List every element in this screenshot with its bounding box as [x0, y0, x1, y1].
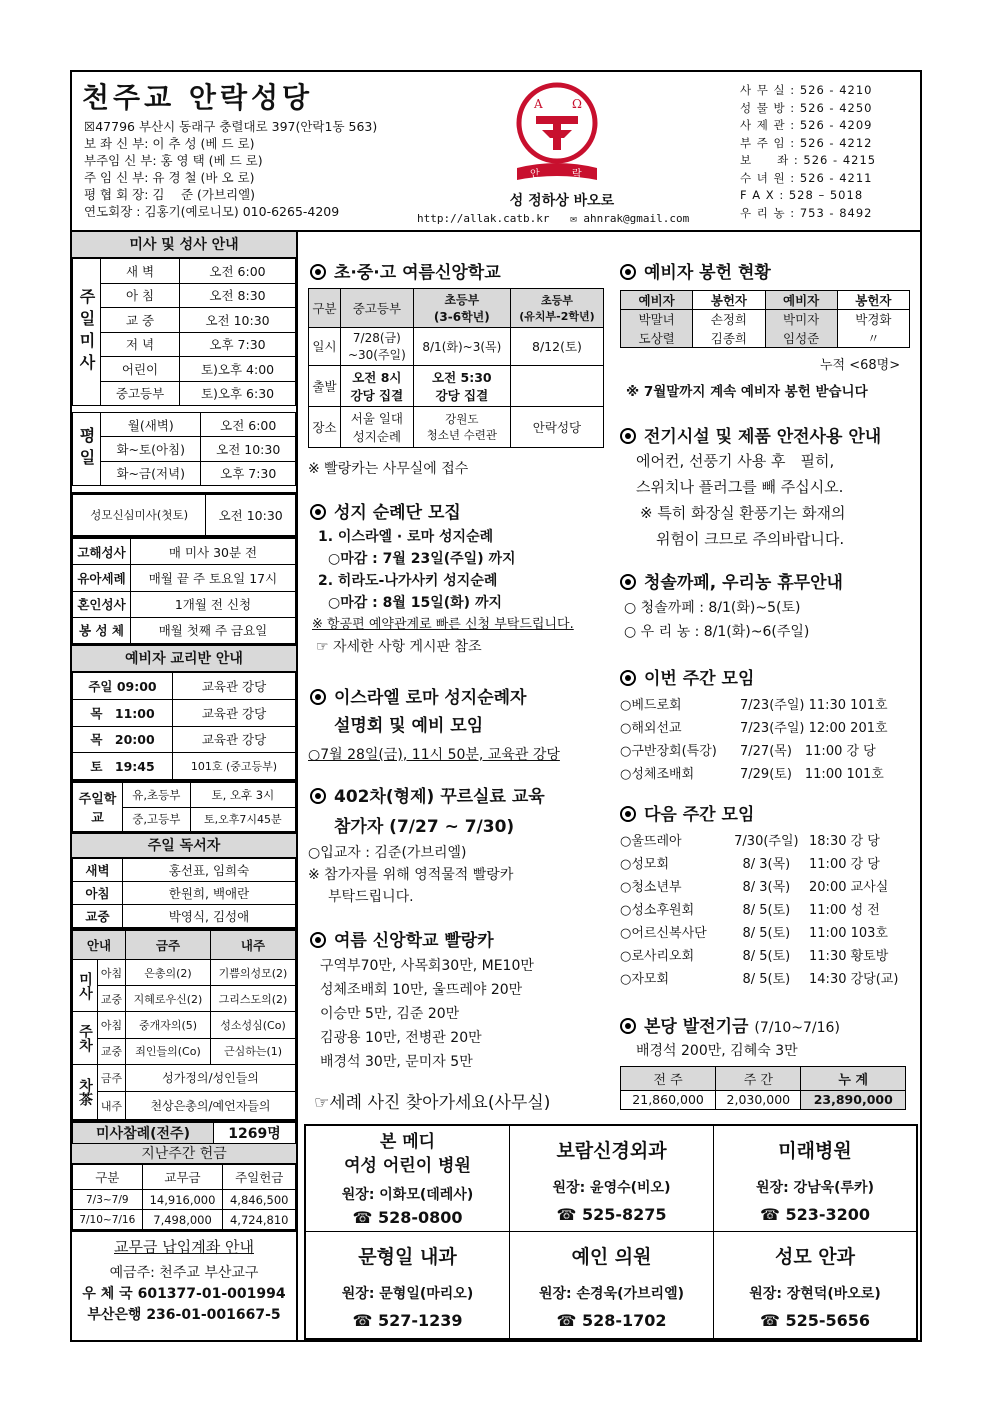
this-week-meetings — [620, 694, 888, 786]
guide-head: 안내 — [73, 931, 126, 960]
guide-next-week: 근심하는(1) — [211, 1038, 296, 1064]
fund-head: 전 주 — [621, 1067, 716, 1091]
table-head: 봉헌자 — [693, 291, 765, 310]
contact-line: 사 무 실 : 526 - 4210 — [740, 83, 873, 97]
cell: 8/12(토) — [510, 327, 603, 366]
mary-mass-name: 성모신심미사(첫토) — [73, 495, 206, 536]
cell: 7/28(금) ~30(주일) — [341, 327, 414, 366]
sunday-readers — [72, 834, 296, 930]
ad-card — [306, 1126, 510, 1232]
ad-phone: ☎ 525-8275 — [556, 1205, 667, 1224]
svg-text:안: 안 — [530, 169, 540, 180]
mass-time: 오전 10:30 — [180, 308, 296, 333]
section-pilgrimage: 성지 순례단 모집 — [310, 498, 461, 523]
attendance-collection — [72, 1122, 296, 1232]
reader-mass: 교중 — [73, 905, 123, 928]
guide-mass: 교중 — [98, 1038, 126, 1064]
section-electric-safety: 전기시설 및 제품 안전사용 안내 — [620, 422, 881, 447]
contact-line: 보 좌 : 526 - 4215 — [740, 153, 877, 167]
bullet-icon — [620, 428, 636, 444]
section-development-fund: 본당 발전기금 (7/10~7/16) — [620, 1012, 840, 1037]
table-head: 구분 — [309, 289, 341, 328]
reader-names: 한원희, 백애란 — [123, 882, 296, 905]
left-column — [72, 232, 298, 1342]
meeting-group: ○성모회 — [620, 857, 670, 872]
meeting-date: 8/ 5(토) — [742, 903, 791, 918]
cell: 서울 일대 성지순례 — [341, 407, 414, 448]
bullet-icon — [310, 932, 326, 948]
mass-name: 중고등부 — [101, 381, 180, 406]
cell: 임성준 — [765, 329, 837, 348]
account-line: 예금주: 천주교 부산교구 — [109, 1265, 259, 1281]
table-head: 중고등부 — [341, 289, 414, 328]
palanca-line: 배경석 30만, 문미자 5만 — [320, 1054, 473, 1070]
cell: 손정희 — [693, 310, 765, 329]
safety-line: 위험이 크므로 주의바랍니다. — [656, 530, 845, 548]
table-head: 초등부 (3-6학년) — [413, 289, 510, 328]
cell: 박말녀 — [621, 310, 693, 329]
mass-time: 오전 10:30 — [201, 437, 296, 461]
catechumen-class — [72, 646, 296, 782]
meeting-group: ○베드로회 — [620, 698, 682, 713]
collection-tithe: 7,498,000 — [142, 1210, 223, 1230]
meeting-time: 14:30 강당(교) — [809, 972, 899, 987]
ad-name: 문형일 내과 — [358, 1246, 457, 1268]
cell: 오전 8시 강당 집결 — [341, 366, 414, 407]
sacrament-info: 매월 첫째 주 금요일 — [131, 617, 296, 643]
advertisements — [304, 1124, 918, 1340]
section-this-week-meetings: 이번 주간 모임 — [620, 664, 754, 689]
guide-this-week: 은총의(2) — [126, 960, 211, 986]
meeting-time: 7/29(토) 11:00 101호 — [740, 767, 884, 782]
collection-sunday: 4,724,810 — [223, 1210, 296, 1230]
sacrament-info: 1개월 전 신청 — [131, 591, 296, 617]
mass-time: 오전 6:00 — [180, 259, 296, 284]
contact-line: 수 녀 원 : 526 - 4211 — [740, 170, 873, 185]
header — [72, 72, 920, 232]
school-group: 유,초등부 — [123, 783, 191, 808]
mass-time: 토)오후 6:30 — [180, 381, 296, 406]
ad-name: 보람신경외과 — [556, 1140, 667, 1162]
reader-mass: 아침 — [73, 882, 123, 905]
meeting-group: ○울뜨레아 — [620, 834, 682, 849]
baptism-photo-notice: ☞세례 사진 찾아가세요(사무실) — [314, 1093, 551, 1113]
ad-card — [510, 1126, 714, 1232]
address: ☒47796 부산시 동래구 충렬대로 397(안락1동 563) — [84, 119, 378, 134]
ad-card — [714, 1126, 916, 1232]
mass-time: 오전 6:00 — [201, 413, 296, 437]
ad-phone: ☎ 523-3200 — [759, 1205, 871, 1224]
ad-doctor: 원장: 강남욱(루카) — [756, 1180, 874, 1196]
guide-this-week: 죄인들의(Co) — [126, 1038, 211, 1064]
middle-column — [300, 232, 610, 1122]
meeting-date: 8/ 5(토) — [742, 949, 791, 964]
cell: 박미자 — [765, 310, 837, 329]
staff-line: 부주임 신 부: 홍 영 택 (베 드 로) — [84, 153, 263, 168]
fund-total: 23,890,000 — [801, 1090, 906, 1109]
ad-doctor: 원장: 문형일(마리오) — [341, 1286, 474, 1302]
school-time: 토,오후7시45분 — [190, 807, 295, 832]
bullet-icon — [620, 806, 636, 822]
ad-name: 예인 의원 — [571, 1246, 652, 1268]
weekday-mass-table — [72, 412, 296, 486]
bullet-icon — [310, 788, 326, 804]
guide-next-week: 기쁨의성모(2) — [211, 960, 296, 986]
section-next-week-meetings: 다음 주간 모임 — [620, 800, 754, 825]
meeting-group: ○로사리오회 — [620, 949, 695, 964]
cell: 강원도 청소년 수련관 — [413, 407, 510, 448]
meeting-date: 8/ 5(토) — [742, 926, 791, 941]
pilgrimage-line: ○마감 : 8월 15일(화) 까지 — [328, 595, 502, 611]
cursillo-line: 부탁드립니다. — [328, 889, 414, 905]
attendance-label: 미사참례(전주) — [73, 1123, 214, 1144]
mass-name: 아 침 — [101, 283, 180, 308]
ad-name: 본 메디 여성 어린이 병원 — [344, 1132, 471, 1176]
pilgrimage-line: 2. 히라도-나가사키 성지순례 — [318, 573, 498, 589]
sunday-mass-table — [72, 258, 296, 406]
meeting-date: 7/30(주일) — [734, 834, 799, 849]
meeting-date: 8/ 3(목) — [742, 857, 791, 872]
reader-mass: 새벽 — [73, 859, 123, 882]
offering-table — [620, 290, 910, 348]
meeting-group: ○성소후원회 — [620, 903, 695, 918]
sacraments — [72, 538, 296, 646]
readers-title: 주일 독서자 — [72, 834, 296, 858]
fund-week: 2,030,000 — [716, 1090, 801, 1109]
ad-doctor: 원장: 손경욱(가브리엘) — [539, 1286, 684, 1302]
sacrament-name: 봉 성 체 — [73, 617, 131, 643]
guide-tea-label: 차茶 — [73, 1064, 98, 1119]
ad-doctor: 원장: 이화모(데레사) — [341, 1187, 474, 1203]
meeting-date: 8/ 5(토) — [742, 972, 791, 987]
bullet-icon — [310, 264, 326, 280]
contact-line: 성 물 방 : 526 - 4250 — [740, 100, 873, 115]
meeting-group: ○어르신복사단 — [620, 926, 707, 941]
row-label: 일시 — [309, 327, 341, 366]
mass-name: 새 벽 — [101, 259, 180, 284]
ad-doctor: 원장: 장현덕(바오로) — [749, 1286, 881, 1302]
cursillo-details — [308, 842, 513, 908]
collection-tithe: 14,916,000 — [142, 1190, 223, 1210]
bullet-icon — [620, 264, 636, 280]
guide-next-week: 성소성심(Co) — [211, 1012, 296, 1038]
section-closure-notice: 청솔까페, 우리농 휴무안내 — [620, 568, 843, 593]
class-time: 목 11:00 — [73, 699, 173, 726]
ad-doctor: 원장: 윤영수(비오) — [552, 1180, 671, 1196]
ad-card — [714, 1232, 916, 1338]
meeting-group: ○자모회 — [620, 972, 670, 987]
closure-line: ○ 우 리 농 : 8/1(화)~6(주일) — [624, 624, 810, 640]
sunday-school-label: 주일학교 — [73, 783, 123, 832]
ad-name: 성모 안과 — [774, 1246, 856, 1268]
meeting-time: 11:00 강 당 — [809, 857, 880, 872]
mass-name: 저 녁 — [101, 332, 180, 357]
electric-safety-text — [636, 448, 846, 552]
pilgrimage-line: ☞ 자세한 사항 게시판 참조 — [316, 639, 482, 655]
contact-line: 사 제 관 : 526 - 4209 — [740, 118, 873, 132]
reader-names: 홍선표, 임희숙 — [123, 859, 296, 882]
row-label: 장소 — [309, 407, 341, 448]
cell — [510, 366, 603, 407]
contact-line: 부 주 임 : 526 - 4212 — [740, 135, 873, 150]
palanca-line: 김광용 10만, 전병관 20만 — [320, 1030, 482, 1046]
parish-title: 천주교 안락성당 — [82, 81, 314, 114]
mass-schedule-title: 미사 및 성사 안내 — [72, 232, 296, 258]
cell: 〃 — [837, 329, 909, 348]
mary-mass — [72, 494, 296, 538]
table-head: 예비자 — [765, 291, 837, 310]
meeting-time: 18:30 강 당 — [809, 834, 880, 849]
meeting-time: 7/23(주일) 11:30 101호 — [740, 698, 888, 713]
collection-period: 7/10~7/16 — [73, 1210, 143, 1230]
ad-name: 미래병원 — [778, 1140, 852, 1162]
email-link[interactable]: ✉ ahnrak@gmail.com — [570, 212, 690, 225]
closure-notice-text — [624, 596, 809, 644]
sunday-label: 주일미사 — [73, 259, 101, 406]
pilgrimage-details — [312, 526, 574, 658]
palanca-line: 성체조배회 10만, 울뜨레야 20만 — [320, 982, 523, 998]
svg-text:Ω: Ω — [572, 97, 582, 111]
meeting-group: ○성체조배회 — [620, 767, 695, 782]
svg-text:A: A — [534, 97, 543, 111]
section-israel-meeting: 이스라엘 로마 성지순례자 설명회 및 예비 모임 — [310, 684, 526, 740]
mass-name: 월(새벽) — [101, 413, 201, 437]
offering-total: 누적 <68명> — [820, 358, 901, 373]
ad-card — [510, 1232, 714, 1338]
safety-line: 에어컨, 선풍기 사용 후 필히, — [636, 452, 835, 470]
ad-phone: ☎ 527-1239 — [352, 1311, 463, 1330]
mass-time: 토)오후 4:00 — [180, 357, 296, 382]
cell: 오전 5:30 강당 집결 — [413, 366, 510, 407]
guide-next-week: 그리스도의(2) — [211, 986, 296, 1012]
class-time: 목 20:00 — [73, 726, 173, 753]
staff-line: 연도회장 : 김홍기(예로니모) 010-6265-4209 — [84, 204, 340, 219]
meeting-time: 7/23(주일) 12:00 201호 — [740, 721, 888, 736]
table-head: 초등부 (유치부-2학년) — [510, 289, 603, 328]
ad-phone: ☎ 528-1702 — [556, 1311, 667, 1330]
tea-group: 천상은총의/예언자들의 — [126, 1092, 296, 1120]
mass-time: 오후 7:30 — [180, 332, 296, 357]
class-place: 교육관 강당 — [173, 726, 296, 753]
guide-this-week: 지혜로우신(2) — [126, 986, 211, 1012]
class-place: 101호 (중고등부) — [173, 753, 296, 780]
section-catechumen-offering: 예비자 봉헌 현황 — [620, 258, 771, 283]
cursillo-line: ○입교자 : 김준(가브리엘) — [308, 845, 467, 861]
pilgrimage-line: ※ 항공편 예약관계로 빠른 신청 부탁드립니다. — [312, 617, 574, 632]
parish-logo — [512, 78, 602, 186]
offering-note: ※ 7월말까지 계속 예비자 봉헌 받습니다 — [626, 384, 868, 400]
guide-head: 금주 — [126, 931, 211, 960]
sacrament-name: 혼인성사 — [73, 591, 131, 617]
meeting-time: 20:00 교사실 — [809, 880, 889, 895]
bullet-icon — [620, 670, 636, 686]
collection-title: 지난주간 헌금 — [72, 1144, 296, 1164]
staff-line: 평 협 회 장: 김 준 (가브리엘) — [84, 187, 256, 202]
tea-group: 성가정의/성인들의 — [126, 1064, 296, 1092]
guide-week: 금주 — [98, 1064, 126, 1092]
sacrament-name: 유아세례 — [73, 565, 131, 591]
ad-phone: ☎ 525-5656 — [759, 1311, 871, 1330]
cell: 김종희 — [693, 329, 765, 348]
web-info — [417, 212, 689, 225]
class-place: 교육관 강당 — [173, 699, 296, 726]
fund-prev: 21,860,000 — [621, 1090, 716, 1109]
bulletin-page — [70, 70, 922, 1342]
meeting-time: 11:00 103호 — [809, 926, 888, 941]
collection-period: 7/3~7/9 — [73, 1190, 143, 1210]
patron-saint: 성 정하상 바오로 — [509, 193, 615, 209]
guide-mass-label: 미사 — [73, 960, 98, 1012]
address-block — [84, 118, 377, 220]
guide-mass: 아침 — [98, 960, 126, 986]
class-time: 토 19:45 — [73, 753, 173, 780]
mass-name: 화~금(저녁) — [101, 461, 201, 485]
table-head: 예비자 — [621, 291, 693, 310]
collection-head: 교무금 — [142, 1165, 223, 1190]
collection-head: 구분 — [73, 1165, 143, 1190]
mass-schedule — [72, 232, 296, 494]
bullet-icon — [620, 1018, 636, 1034]
safety-line: 스위치나 플러그를 빼 주십시오. — [636, 478, 844, 496]
cell: 도상렬 — [621, 329, 693, 348]
sacrament-info: 매 미사 30분 전 — [131, 539, 296, 565]
sunday-school — [72, 782, 296, 834]
mass-time: 오후 7:30 — [201, 461, 296, 485]
guide-head: 내주 — [211, 931, 296, 960]
summer-school-note: ※ 빨랑카는 사무실에 접수 — [308, 461, 469, 477]
staff-line: 보 좌 신 부: 이 추 성 (베 드 로) — [84, 136, 255, 151]
mass-time: 오전 8:30 — [180, 283, 296, 308]
account-line: 우 체 국 601377-01-001994 — [82, 1286, 286, 1302]
guide-week: 내주 — [98, 1092, 126, 1120]
guide-mass: 교중 — [98, 986, 126, 1012]
cell: 박경화 — [837, 310, 909, 329]
mary-mass-time: 오전 10:30 — [206, 495, 296, 536]
guide-mass: 아침 — [98, 1012, 126, 1038]
sacrament-info: 매월 끝 주 토요일 17시 — [131, 565, 296, 591]
cell: 안락성당 — [510, 407, 603, 448]
school-group: 중,고등부 — [123, 807, 191, 832]
meeting-group: ○구반장회(특강) — [620, 744, 717, 759]
attendance-count: 1269명 — [214, 1123, 296, 1144]
collection-head: 주일헌금 — [223, 1165, 296, 1190]
pilgrimage-line: ○마감 : 7월 23일(주일) 까지 — [328, 551, 516, 567]
guide-this-week: 중개자의(5) — [126, 1012, 211, 1038]
collection-sunday: 4,846,500 — [223, 1190, 296, 1210]
pilgrimage-line: 1. 이스라엘 · 로마 성지순례 — [318, 529, 494, 545]
contact-line: 우 리 농 : 753 - 8492 — [740, 205, 873, 220]
class-time: 주일 09:00 — [73, 673, 173, 700]
contact-line: F A X : 528 – 5018 — [740, 188, 864, 202]
section-palanca: 여름 신앙학교 빨랑카 — [310, 926, 494, 951]
meeting-time: 11:00 성 전 — [809, 903, 880, 918]
cursillo-line: ※ 참가자를 위해 영적물적 빨랑카 — [308, 867, 514, 883]
summer-school-table — [308, 288, 604, 448]
ad-phone: ☎ 528-0800 — [352, 1208, 463, 1227]
palanca-line: 구역부70만, 사목회30만, ME10만 — [320, 958, 534, 974]
mass-name: 교 중 — [101, 308, 180, 333]
class-place: 교육관 강당 — [173, 673, 296, 700]
reader-names: 박영식, 김성애 — [123, 905, 296, 928]
account-line: 부산은행 236-01-001667-5 — [87, 1307, 281, 1323]
weekday-label: 평일 — [73, 413, 101, 486]
meeting-group: ○청소년부 — [620, 880, 682, 895]
cell: 8/1(화)~3(목) — [413, 327, 510, 366]
fund-head: 주 간 — [716, 1067, 801, 1091]
account-info — [72, 1236, 296, 1326]
meeting-time: 7/27(목) 11:00 강 당 — [740, 744, 876, 759]
ad-card — [306, 1232, 510, 1338]
staff-line: 주 임 신 부: 유 경 철 (바 오 로) — [84, 170, 255, 185]
safety-line: ※ 특히 화장실 환풍기는 화재의 — [640, 504, 846, 522]
palanca-line: 이승만 5만, 김준 20만 — [320, 1006, 460, 1022]
sacrament-name: 고해성사 — [73, 539, 131, 565]
guide-duty — [72, 930, 296, 1122]
catechumen-title: 예비자 교리반 안내 — [72, 646, 296, 672]
row-label: 출발 — [309, 366, 341, 407]
website-link[interactable]: http://allak.catb.kr — [417, 212, 550, 225]
bullet-icon — [310, 504, 326, 520]
fund-head: 누 계 — [801, 1067, 906, 1091]
account-title: 교무금 납입계좌 안내 — [114, 1238, 254, 1256]
right-column — [610, 232, 920, 1122]
mass-name: 화~토(아침) — [101, 437, 201, 461]
palanca-list — [320, 954, 534, 1074]
israel-meeting-info: ○7월 28일(금), 11시 50분, 교육관 강당 — [308, 747, 560, 763]
mass-name: 어린이 — [101, 357, 180, 382]
table-head: 봉헌자 — [837, 291, 909, 310]
meeting-date: 8/ 3(목) — [742, 880, 791, 895]
meeting-group: ○해외선교 — [620, 721, 682, 736]
svg-text:락: 락 — [572, 169, 582, 180]
guide-parking-label: 주차 — [73, 1012, 98, 1064]
next-week-meetings — [618, 828, 918, 989]
bullet-icon — [310, 689, 326, 705]
section-summer-school: 초·중·고 여름신앙학교 — [310, 258, 501, 283]
contact-list — [740, 82, 876, 222]
fund-donors: 배경석 200만, 김혜숙 3만 — [636, 1043, 798, 1059]
school-time: 토, 오후 3시 — [190, 783, 295, 808]
meeting-time: 11:30 황토방 — [809, 949, 889, 964]
section-cursillo: 402차(형제) 꾸르실료 교육 참가자 (7/27 ~ 7/30) — [310, 782, 545, 842]
bullet-icon — [620, 574, 636, 590]
fund-table — [620, 1066, 906, 1110]
closure-line: ○ 청솔까페 : 8/1(화)~5(토) — [624, 600, 801, 616]
